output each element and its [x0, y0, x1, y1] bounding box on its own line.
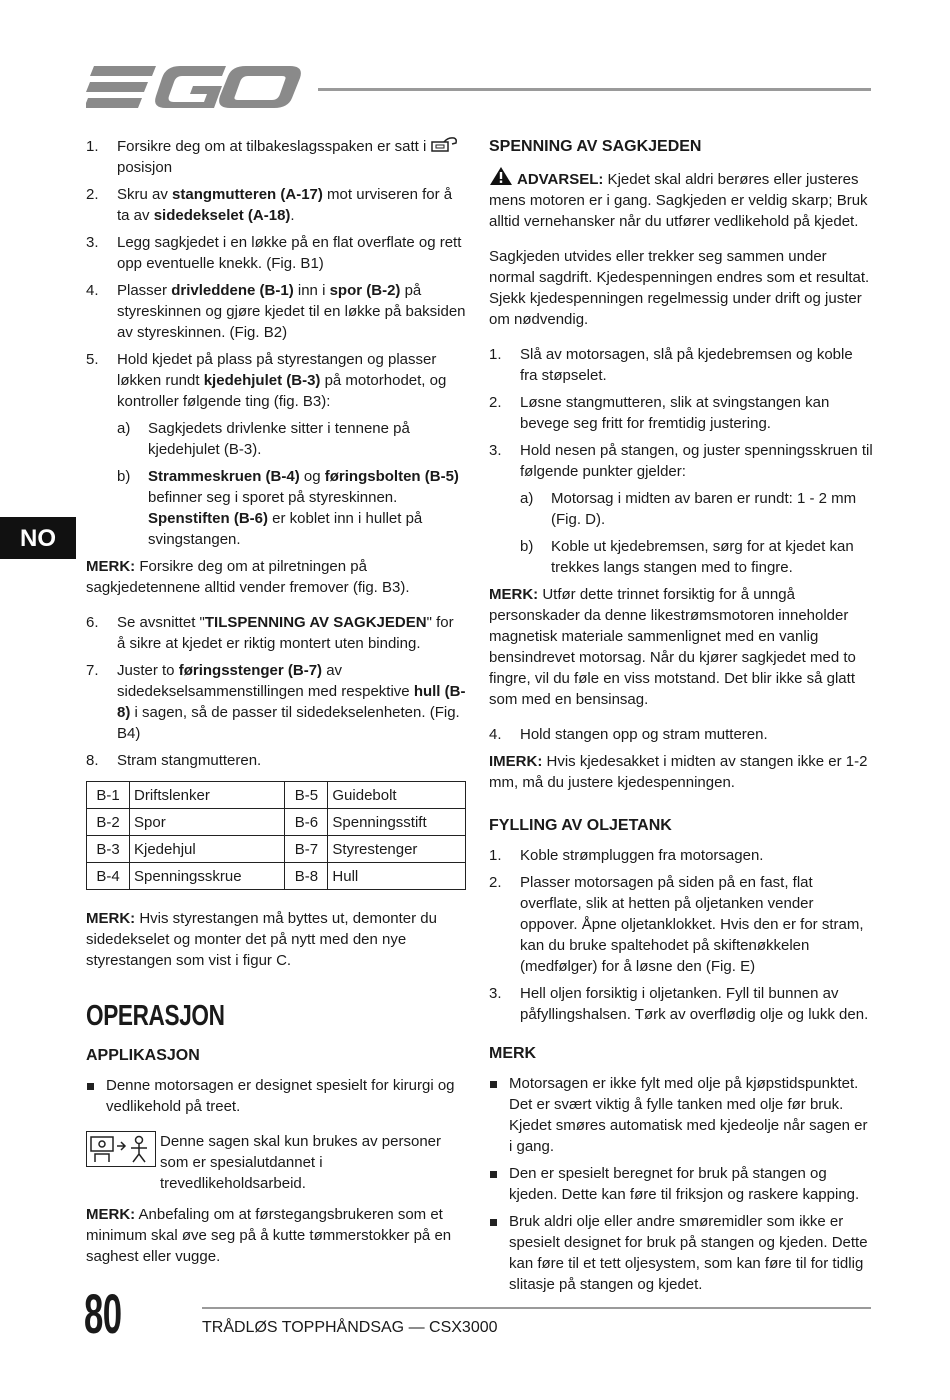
kickback-lever-icon: [430, 136, 458, 154]
bullet-icon: [490, 1219, 497, 1226]
step-1: [489, 845, 874, 866]
part-name: Spor: [130, 809, 285, 836]
step-bold-text: spor (B-2): [329, 282, 401, 299]
bullet-icon: [490, 1171, 497, 1178]
step-2: [489, 392, 874, 434]
sub-step-bold-text: føringsbolten (B-5): [324, 468, 459, 485]
step-text: Stram stangmutteren.: [117, 752, 262, 769]
trained-operator-icon: [86, 1131, 156, 1167]
trained-operator-notice: [86, 1131, 466, 1194]
step-number: 6.: [86, 614, 99, 631]
step-1: [86, 136, 466, 178]
note-arrow-direction: [86, 556, 466, 598]
application-heading: APPLIKASJON: [86, 1047, 200, 1064]
step-text: .: [290, 207, 295, 224]
part-code: B-2: [87, 809, 130, 836]
sub-step-letter: a): [520, 490, 534, 507]
step-3: [86, 232, 466, 274]
list-item-text: Den er spesielt beregnet for bruk på stangen og kjeden. Dette kan føre til friksjon og raskere kapping.: [509, 1165, 860, 1203]
note-label: MERK:: [86, 558, 136, 575]
table-row: [87, 782, 466, 809]
chain-tension-heading: SPENNING AV SAGKJEDEN: [489, 138, 702, 155]
step-text: Hold kjedet på plass på styrestangen og plasser løkken rundt: [117, 351, 437, 389]
warning-icon: [489, 166, 513, 186]
note-label: MERK:: [86, 910, 136, 927]
note-replace-bar: [86, 908, 466, 971]
sub-step-text: befinner seg i sporet på styreskinnen.: [148, 489, 398, 506]
step-number: 2.: [86, 186, 99, 203]
step-text: Plasser: [117, 282, 172, 299]
step-number: 3.: [489, 442, 502, 459]
step-text: Slå av motorsagen, slå på kjedebremsen og koble fra støpselet.: [520, 346, 853, 384]
note-dc-motor: [489, 584, 874, 710]
step-number: 1.: [86, 138, 99, 155]
header-rule: [318, 88, 871, 91]
step-3: [489, 440, 874, 578]
sub-step-bold-text: Strammeskruen (B-4): [148, 468, 300, 485]
note-text: Utfør dette trinnet forsiktig for å unngå personskader da denne likestrømsmotoren inneholder magnetisk materiale sammenlignet med en vanlig bensindrevet motorsag. Når du kjører sagkjedet med to fingre, vil du føle en viss motstand. Det blir ikke så glatt som med en bensinsag.: [489, 586, 856, 708]
assembly-steps: [86, 136, 466, 550]
sub-steps: [520, 488, 874, 578]
note-text: Anbefaling om at førstegangsbrukeren som et minimum skal øve seg på å kutte tømmerstokker på en saghest eller vugge.: [86, 1206, 452, 1265]
step-bold-text: drivleddene (B-1): [171, 282, 294, 299]
step-text: Juster to: [117, 662, 179, 679]
step-number: 4.: [489, 726, 502, 743]
step-3: [489, 983, 874, 1025]
sub-step-b: [117, 466, 466, 550]
bullet-icon: [87, 1083, 94, 1090]
operator-notice-text: Denne sagen skal kun brukes av personer som er spesialutdannet i trevedlikeholdsarbeid.: [160, 1133, 442, 1192]
step-number: 1.: [489, 847, 502, 864]
part-code: B-6: [285, 809, 328, 836]
sub-step-a: [520, 488, 874, 530]
sub-step-text: Motorsag i midten av baren er rundt: 1 - 2 mm (Fig. D).: [551, 490, 857, 528]
oil-notes-list: [489, 1073, 874, 1295]
sub-step-text: er koblet inn i hullet på svingstangen.: [148, 510, 423, 548]
tension-steps: [489, 344, 874, 578]
list-item-text: Motorsagen er ikke fylt med olje på kjøpstidspunktet. Det er svært viktig å fylle tanken med olje før bruk. Kjedet smøres automatisk med kjedeolje når sagen er i gang.: [509, 1075, 868, 1155]
step-bold-text: stangmutteren (A-17): [172, 186, 323, 203]
step-text: inn i: [293, 282, 330, 299]
step-text: Koble strømpluggen fra motorsagen.: [520, 847, 764, 864]
step-text: på motorhodet, og kontroller følgende ting (fig. B3):: [117, 372, 447, 410]
language-tab: NO: [0, 517, 76, 559]
step-number: 8.: [86, 752, 99, 769]
part-name: Guidebolt: [328, 782, 466, 809]
part-name: Driftslenker: [130, 782, 285, 809]
sub-step-b: [520, 536, 874, 578]
step-text: posisjon: [117, 159, 173, 176]
part-name: Kjedehjul: [130, 836, 285, 863]
oil-steps: [489, 845, 874, 1025]
note-text: Hvis kjedesakket i midten av stangen ikke er 1-2 mm, må du justere kjedespenningen.: [489, 753, 868, 791]
parts-table: [86, 781, 466, 890]
step-2: [86, 184, 466, 226]
table-row: [87, 809, 466, 836]
step-number: 2.: [489, 874, 502, 891]
right-column: [489, 136, 874, 1301]
sub-step-letter: a): [117, 420, 131, 437]
step-number: 1.: [489, 346, 502, 363]
tension-step-4-list: [489, 724, 874, 745]
ego-logo: [86, 62, 301, 114]
sub-step-bold-text: Spenstiften (B-6): [148, 510, 268, 527]
part-code: B-3: [87, 836, 130, 863]
step-number: 3.: [489, 985, 502, 1002]
warning-block: [489, 166, 874, 232]
table-row: [87, 863, 466, 890]
sub-step-letter: b): [117, 468, 131, 485]
step-6: [86, 612, 466, 654]
part-name: Styrestenger: [328, 836, 466, 863]
step-number: 5.: [86, 351, 99, 368]
part-code: B-5: [285, 782, 328, 809]
section-title: OPERASJON: [86, 1000, 225, 1032]
part-name: Hull: [328, 863, 466, 890]
step-text: Løsne stangmutteren, slik at svingstangen kan bevege seg fritt for fremtidig justering.: [520, 394, 830, 432]
warning-label: ADVARSEL:: [517, 171, 604, 188]
step-4: [489, 724, 874, 745]
step-number: 4.: [86, 282, 99, 299]
note-first-time-user: [86, 1204, 466, 1267]
step-text: i sagen, så de passer til sidedekselenheten. (Fig. B4): [117, 704, 460, 742]
sub-step-letter: b): [520, 538, 534, 555]
step-text: Hold stangen opp og stram mutteren.: [520, 726, 768, 743]
left-column: [86, 136, 466, 1281]
step-bold-text: hull (B-8): [117, 683, 466, 721]
footer-title: TRÅDLØS TOPPHÅNDSAG — CSX3000: [202, 1319, 498, 1336]
note-label: MERK:: [489, 586, 539, 603]
list-item-text: Bruk aldri olje eller andre smøremidler som ikke er spesielt designet for bruk på stangen og kjeden. Dette kan føre til et tett oljesystem, som kan føre til for tidlig slitasje på stangen og kjedet.: [509, 1213, 868, 1293]
footer-rule: [202, 1307, 871, 1309]
step-1: [489, 344, 874, 386]
step-text: Legg sagkjedet i en løkke på en flat overflate og rett opp eventuelle knekk. (Fig. B1): [117, 234, 462, 272]
page-number: 80: [84, 1282, 122, 1345]
step-text: på styreskinnen og gjøre kjedet til en løkke på baksiden av styreskinnen. (Fig. B2): [117, 282, 466, 341]
application-list: [86, 1075, 466, 1117]
assembly-steps-continued: [86, 612, 466, 771]
note-chain-sag: [489, 751, 874, 793]
step-text: Se avsnittet ": [117, 614, 205, 631]
step-bold-text: sidedekselet (A-18): [153, 207, 291, 224]
list-item-text: Denne motorsagen er designet spesielt for kirurgi og vedlikehold på treet.: [106, 1077, 455, 1115]
sub-step-text: og: [299, 468, 325, 485]
step-bold-text: føringsstenger (B-7): [178, 662, 323, 679]
chain-paragraph: Sagkjeden utvides eller trekker seg sammen under normal sagdrift. Kjedespenningen endres som et resultat. Sjekk kjedespenningen regelmessig under drift og juster om nødvendig.: [489, 248, 870, 328]
list-item: [489, 1163, 874, 1205]
note-text: Forsikre deg om at pilretningen på sagkjedetennene alltid vender fremover (fig. B3).: [86, 558, 410, 596]
step-number: 2.: [489, 394, 502, 411]
step-number: 7.: [86, 662, 99, 679]
part-name: Spenningsskrue: [130, 863, 285, 890]
step-7: [86, 660, 466, 744]
part-name: Spenningsstift: [328, 809, 466, 836]
step-5: [86, 349, 466, 550]
merk-heading: MERK: [489, 1045, 537, 1062]
warning-text: Kjedet skal aldri berøres eller justeres mens motoren er i gang. Sagkjeden er veldig skarp; Bruk alltid vernehansker når du utfører vedlikehold på kjedet.: [489, 171, 868, 230]
step-text: Skru av: [117, 186, 173, 203]
sub-step-text: Koble ut kjedebremsen, sørg for at kjedet kan trekkes langs stangen med to fingre.: [551, 538, 854, 576]
list-item: [489, 1073, 874, 1157]
sub-step-a: [117, 418, 466, 460]
table-row: [87, 836, 466, 863]
step-text: Hold nesen på stangen, og juster spenningsskruen til følgende punkter gjelder:: [520, 442, 873, 480]
step-text: Hell oljen forsiktig i oljetanken. Fyll til bunnen av påfyllingshalsen. Tørk av overflødig olje og lukk den.: [520, 985, 869, 1023]
step-number: 3.: [86, 234, 99, 251]
oil-tank-heading: FYLLING AV OLJETANK: [489, 817, 672, 834]
step-text: Plasser motorsagen på siden på en fast, flat overflate, slik at hetten på oljetanken vender oppover. Åpne oljetanklokket. Hvis den er for stram, kan du bruke spaltehodet på skiftenøkkelen (medfølger) for å løsne den (Fig. E): [520, 874, 864, 975]
part-code: B-4: [87, 863, 130, 890]
note-label: MERK:: [86, 1206, 136, 1223]
step-text: av sidedekselsammenstillingen med respektive: [117, 662, 414, 700]
step-text: " for å sikre at kjedet er riktig montert uten binding.: [117, 614, 454, 652]
note-text: Hvis styrestangen må byttes ut, demonter du sidedekselet og monter det på nytt med den nye styrestangen som vist i figur C.: [86, 910, 437, 969]
step-4: [86, 280, 466, 343]
part-code: B-7: [285, 836, 328, 863]
note-label: IMERK:: [489, 753, 543, 770]
step-text: mot urviseren for å ta av: [117, 186, 453, 224]
sub-steps: [117, 418, 466, 550]
part-code: B-8: [285, 863, 328, 890]
step-bold-text: TILSPENNING AV SAGKJEDEN: [204, 614, 427, 631]
step-text: Forsikre deg om at tilbakeslagsspaken er satt i: [117, 138, 427, 155]
sub-step-text: Sagkjedets drivlenke sitter i tennene på kjedehjulet (B-3).: [148, 420, 410, 458]
list-item: [86, 1075, 466, 1117]
step-2: [489, 872, 874, 977]
bullet-icon: [490, 1081, 497, 1088]
list-item: [489, 1211, 874, 1295]
step-8: [86, 750, 466, 771]
part-code: B-1: [87, 782, 130, 809]
step-bold-text: kjedehjulet (B-3): [203, 372, 321, 389]
